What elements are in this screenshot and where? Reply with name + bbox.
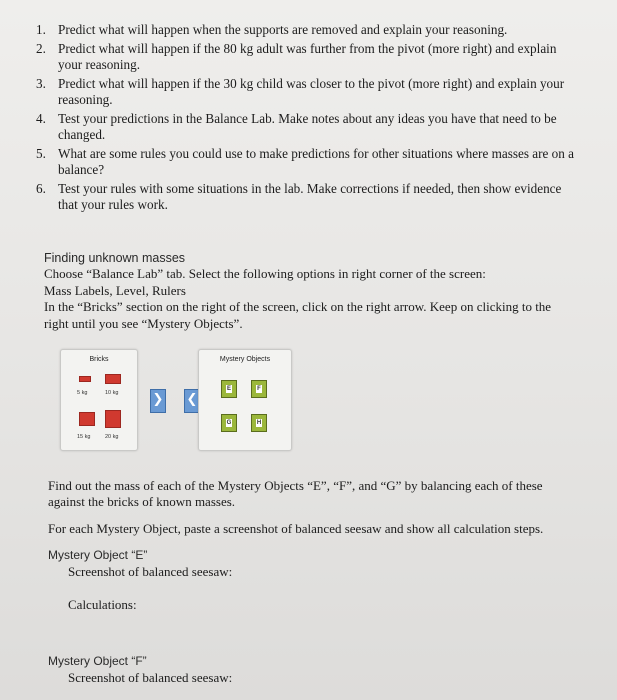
- brick-label: 10 kg: [105, 390, 119, 396]
- mystery-f-label: Mystery Object “F”: [48, 654, 147, 669]
- mystery-object-g: G: [221, 414, 237, 432]
- calculations-prompt: Calculations:: [68, 597, 137, 613]
- instruction-paragraph: Find out the mass of each of the Mystery Objects “E”, “F”, and “G” by balancing each of these against the bricks of known masses.: [48, 478, 543, 510]
- brick-label: 5 kg: [77, 390, 88, 396]
- question-text: Test your rules with some situations in the lab. Make corrections if needed, then show evidence that your rules work.: [58, 180, 562, 212]
- question-item: 2. Predict what will happen if the 80 kg adult was further from the pivot (more right) and explain your reasoning.: [36, 40, 557, 72]
- mystery-object-e: E: [221, 380, 237, 398]
- mystery-objects-panel: [198, 349, 292, 451]
- options-line: Mass Labels, Level, Rulers: [44, 282, 186, 298]
- brick-20kg: [105, 410, 121, 428]
- question-text: Predict what will happen if the 30 kg child was closer to the pivot (more right) and explain your reasoning.: [58, 75, 565, 107]
- instruction-paragraph: For each Mystery Object, paste a screenshot of balanced seesaw and show all calculation steps.: [48, 520, 544, 536]
- section-heading: Finding unknown masses: [44, 251, 186, 265]
- brick-15kg: [79, 412, 95, 426]
- mystery-object-h: H: [251, 414, 267, 432]
- question-text: What are some rules you could use to make predictions for other situations where masses are on a balance?: [58, 145, 574, 177]
- screenshot-prompt: Screenshot of balanced seesaw:: [68, 669, 233, 685]
- question-item: 3. Predict what will happen if the 30 kg child was closer to the pivot (more right) and explain your reasoning.: [36, 75, 565, 107]
- finding-masses-section: [44, 250, 564, 332]
- brick-5kg: [79, 376, 91, 382]
- instruction-line: Choose “Balance Lab” tab. Select the following options in right corner of the screen:: [44, 266, 486, 282]
- mystery-e-label: Mystery Object “E”: [48, 548, 148, 563]
- brick-label: 20 kg: [105, 434, 119, 440]
- sim-screenshot: [60, 349, 290, 449]
- screenshot-prompt: Screenshot of balanced seesaw:: [68, 563, 233, 579]
- bricks-panel: [60, 349, 138, 451]
- question-list: [20, 22, 580, 216]
- brick-10kg: [105, 374, 121, 384]
- question-item: 6. Test your rules with some situations in the lab. Make corrections if needed, then show evidence that your rules work.: [36, 180, 562, 212]
- question-text: Predict what will happen if the 80 kg adult was further from the pivot (more right) and explain your reasoning.: [58, 40, 557, 72]
- mystery-object-f: F: [251, 380, 267, 398]
- question-item: 5. What are some rules you could use to make predictions for other situations where masses are on a balance?: [36, 145, 574, 177]
- question-text: Predict what will happen when the supports are removed and explain your reasoning.: [58, 22, 508, 37]
- question-item: 4. Test your predictions in the Balance Lab. Make notes about any ideas you have that need to be changed.: [36, 110, 557, 142]
- question-text: Test your predictions in the Balance Lab. Make notes about any ideas you have that need to be changed.: [58, 110, 557, 142]
- bricks-title: Bricks: [89, 356, 109, 363]
- instruction-line: In the “Bricks” section on the right of the screen, click on the right arrow. Keep on clicking to the right until you see “Mystery Objects”.: [44, 299, 552, 331]
- right-arrow-button[interactable]: ❯: [150, 389, 166, 413]
- mystery-title: Mystery Objects: [219, 356, 271, 363]
- mystery-instructions: [48, 478, 568, 686]
- question-item: 1. Predict what will happen when the supports are removed and explain your reasoning.: [36, 22, 508, 37]
- left-arrow-button[interactable]: ❮: [184, 389, 200, 413]
- brick-label: 15 kg: [77, 434, 91, 440]
